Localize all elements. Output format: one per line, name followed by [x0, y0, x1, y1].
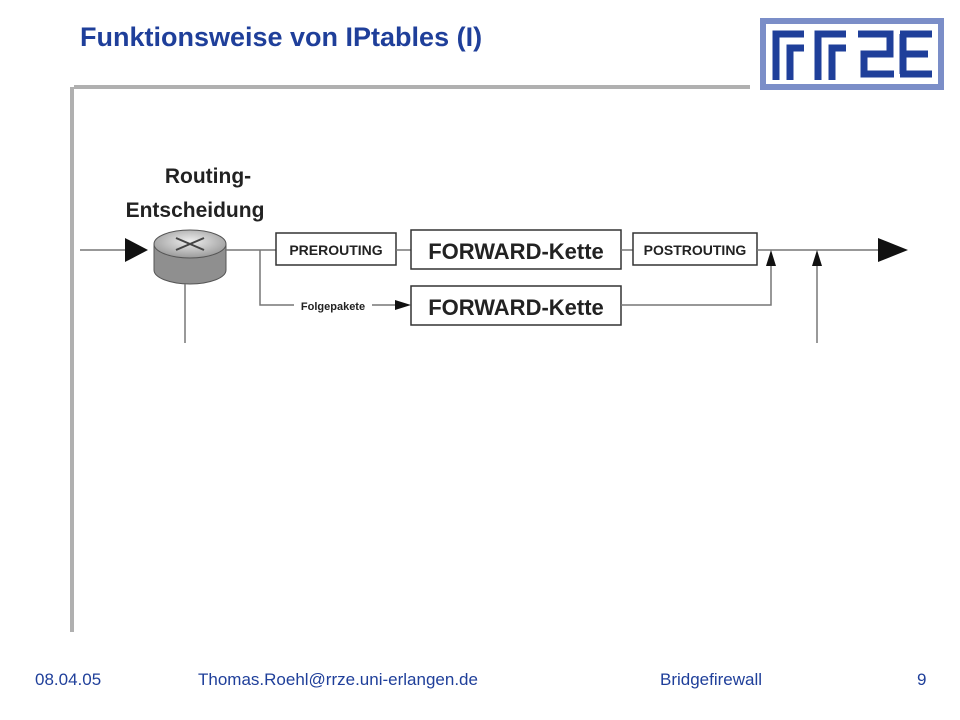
followup-label: Folgepakete: [300, 301, 366, 313]
forward-bottom-to-output-line: [621, 262, 771, 305]
forward-bottom-up-arrow: [766, 250, 776, 266]
followup-arrow: [395, 300, 411, 310]
local-output-arrow: [812, 250, 822, 266]
prerouting-label: PREROUTING: [289, 242, 383, 258]
routing-label-line1: Routing-: [164, 165, 252, 188]
forward-bottom-label: FORWARD-Kette: [428, 295, 604, 320]
routing-label-line2: Entscheidung: [125, 199, 265, 222]
footer-topic: Bridgefirewall: [660, 670, 763, 689]
slide-title: Funktionsweise von IPtables (I): [80, 22, 483, 52]
output-arrow: [878, 238, 908, 262]
footer-date: 08.04.05: [35, 670, 102, 689]
postrouting-label: POSTROUTING: [643, 242, 747, 258]
router-icon: [154, 230, 226, 284]
input-arrow: [125, 238, 148, 262]
forward-top-label: FORWARD-Kette: [428, 239, 604, 264]
footer-email: Thomas.Roehl@rrze.uni-erlangen.de: [198, 670, 478, 689]
footer-page-number: 9: [917, 670, 927, 689]
